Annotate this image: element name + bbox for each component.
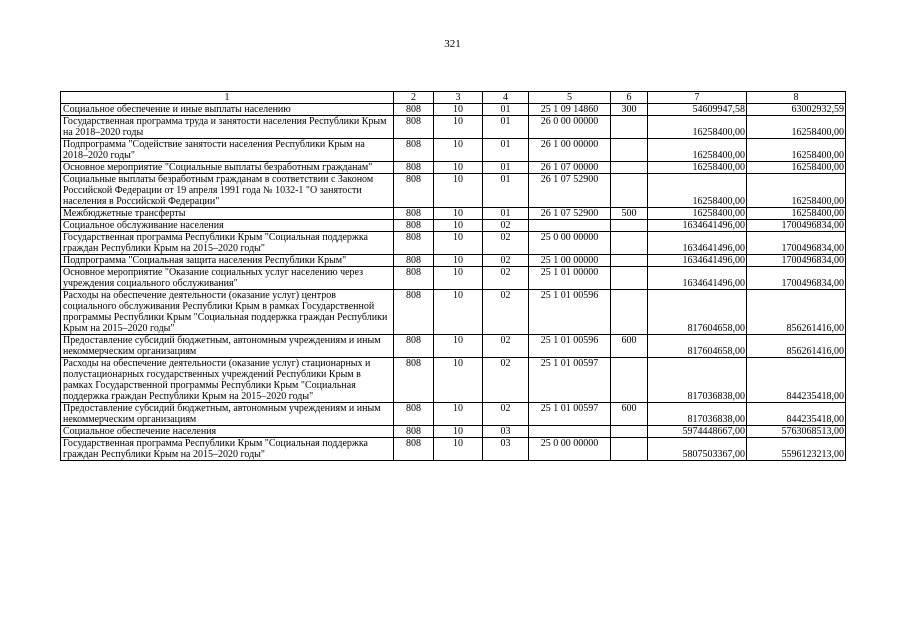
code-section: 10 bbox=[434, 335, 483, 358]
amount-col7: 1634641496,00 bbox=[648, 232, 747, 255]
amount-col7: 1634641496,00 bbox=[648, 255, 747, 267]
code-expense-type: 500 bbox=[611, 208, 648, 220]
amount-col7: 16258400,00 bbox=[648, 162, 747, 174]
code-section: 10 bbox=[434, 232, 483, 255]
table-row bbox=[61, 255, 846, 267]
code-subsection: 01 bbox=[483, 116, 529, 139]
amount-col7: 817036838,00 bbox=[648, 358, 747, 403]
code-subsection: 02 bbox=[483, 403, 529, 426]
amount-col8: 16258400,00 bbox=[747, 116, 846, 139]
table-row bbox=[61, 220, 846, 232]
table-row bbox=[61, 358, 846, 403]
row-name: Социальное обслуживание населения bbox=[61, 220, 394, 232]
code-subsection: 01 bbox=[483, 139, 529, 162]
row-name: Основное мероприятие "Оказание социальных услуг населению через учреждения социального обслуживания" bbox=[61, 267, 394, 290]
table-row bbox=[61, 426, 846, 438]
code-target: 25 1 01 00596 bbox=[529, 290, 611, 335]
amount-col7: 1634641496,00 bbox=[648, 220, 747, 232]
code-target: 25 1 00 00000 bbox=[529, 255, 611, 267]
amount-col7: 817604658,00 bbox=[648, 335, 747, 358]
row-name: Расходы на обеспечение деятельности (оказание услуг) центров социального обслуживания Республики Крым в рамках Государственной программы Республики Крым "Социальная поддержка граждан Республики Крым на 2015–2020 годы" bbox=[61, 290, 394, 335]
code-admin: 808 bbox=[394, 335, 434, 358]
code-target: 25 1 09 14860 bbox=[529, 104, 611, 116]
code-section: 10 bbox=[434, 208, 483, 220]
amount-col8: 1700496834,00 bbox=[747, 220, 846, 232]
table-row bbox=[61, 290, 846, 335]
code-admin: 808 bbox=[394, 162, 434, 174]
row-name: Социальные выплаты безработным гражданам в соответствии с Законом Российской Федерации от 19 апреля 1991 года № 1032-1 "О занятости населения в Российской Федерации" bbox=[61, 174, 394, 208]
code-target: 25 1 01 00596 bbox=[529, 335, 611, 358]
amount-col7: 817604658,00 bbox=[648, 290, 747, 335]
column-header: 6 bbox=[611, 92, 648, 104]
code-section: 10 bbox=[434, 290, 483, 335]
code-target: 26 1 07 00000 bbox=[529, 162, 611, 174]
code-expense-type bbox=[611, 139, 648, 162]
code-section: 10 bbox=[434, 116, 483, 139]
code-expense-type bbox=[611, 426, 648, 438]
column-header: 1 bbox=[61, 92, 394, 104]
code-target: 25 1 01 00597 bbox=[529, 358, 611, 403]
row-name: Подпрограмма "Содействие занятости населения Республики Крым на 2018–2020 годы" bbox=[61, 139, 394, 162]
amount-col8: 856261416,00 bbox=[747, 290, 846, 335]
table-header-row bbox=[61, 92, 846, 104]
row-name: Расходы на обеспечение деятельности (оказание услуг) стационарных и полустационарных государственных учреждений Республики Крым в рамках Государственной программы Республики Крым "Социальная поддержка граждан Республики Крым на 2015–2020 годы" bbox=[61, 358, 394, 403]
amount-col7: 5974448667,00 bbox=[648, 426, 747, 438]
row-name: Предоставление субсидий бюджетным, автономным учреждениям и иным некоммерческим организациям bbox=[61, 403, 394, 426]
amount-col8: 5596123213,00 bbox=[747, 438, 846, 461]
amount-col8: 5763068513,00 bbox=[747, 426, 846, 438]
code-target: 26 0 00 00000 bbox=[529, 116, 611, 139]
code-admin: 808 bbox=[394, 267, 434, 290]
code-section: 10 bbox=[434, 438, 483, 461]
code-admin: 808 bbox=[394, 232, 434, 255]
code-target: 25 0 00 00000 bbox=[529, 232, 611, 255]
code-section: 10 bbox=[434, 174, 483, 208]
code-expense-type bbox=[611, 290, 648, 335]
code-subsection: 02 bbox=[483, 220, 529, 232]
code-target bbox=[529, 220, 611, 232]
code-target: 26 1 00 00000 bbox=[529, 139, 611, 162]
code-admin: 808 bbox=[394, 139, 434, 162]
code-subsection: 03 bbox=[483, 426, 529, 438]
code-section: 10 bbox=[434, 358, 483, 403]
budget-table bbox=[60, 91, 846, 461]
row-name: Основное мероприятие "Социальные выплаты безработным гражданам" bbox=[61, 162, 394, 174]
code-target: 25 0 00 00000 bbox=[529, 438, 611, 461]
row-name: Государственная программа Республики Крым "Социальная поддержка граждан Республики Крым на 2015–2020 годы" bbox=[61, 438, 394, 461]
code-admin: 808 bbox=[394, 403, 434, 426]
code-expense-type bbox=[611, 255, 648, 267]
code-expense-type bbox=[611, 220, 648, 232]
table-row bbox=[61, 104, 846, 116]
table-row bbox=[61, 232, 846, 255]
amount-col7: 817036838,00 bbox=[648, 403, 747, 426]
code-target: 26 1 07 52900 bbox=[529, 174, 611, 208]
code-expense-type bbox=[611, 267, 648, 290]
amount-col8: 16258400,00 bbox=[747, 208, 846, 220]
code-expense-type: 300 bbox=[611, 104, 648, 116]
code-expense-type bbox=[611, 358, 648, 403]
code-admin: 808 bbox=[394, 174, 434, 208]
code-subsection: 01 bbox=[483, 104, 529, 116]
amount-col7: 5807503367,00 bbox=[648, 438, 747, 461]
amount-col7: 16258400,00 bbox=[648, 116, 747, 139]
table-row bbox=[61, 438, 846, 461]
code-section: 10 bbox=[434, 162, 483, 174]
code-admin: 808 bbox=[394, 104, 434, 116]
column-header: 8 bbox=[747, 92, 846, 104]
amount-col8: 63002932,59 bbox=[747, 104, 846, 116]
table-row bbox=[61, 162, 846, 174]
code-expense-type: 600 bbox=[611, 403, 648, 426]
amount-col8: 1700496834,00 bbox=[747, 232, 846, 255]
amount-col7: 16258400,00 bbox=[648, 208, 747, 220]
page-number: 321 bbox=[444, 38, 461, 50]
code-subsection: 02 bbox=[483, 290, 529, 335]
code-admin: 808 bbox=[394, 426, 434, 438]
code-admin: 808 bbox=[394, 438, 434, 461]
amount-col8: 16258400,00 bbox=[747, 139, 846, 162]
row-name: Подпрограмма "Социальная защита населения Республики Крым" bbox=[61, 255, 394, 267]
row-name: Государственная программа Республики Крым "Социальная поддержка граждан Республики Крым на 2015–2020 годы" bbox=[61, 232, 394, 255]
code-section: 10 bbox=[434, 267, 483, 290]
column-header: 2 bbox=[394, 92, 434, 104]
code-section: 10 bbox=[434, 255, 483, 267]
code-expense-type: 600 bbox=[611, 335, 648, 358]
code-subsection: 01 bbox=[483, 174, 529, 208]
code-subsection: 03 bbox=[483, 438, 529, 461]
code-admin: 808 bbox=[394, 358, 434, 403]
code-admin: 808 bbox=[394, 116, 434, 139]
code-target: 25 1 01 00597 bbox=[529, 403, 611, 426]
code-subsection: 02 bbox=[483, 267, 529, 290]
amount-col8: 856261416,00 bbox=[747, 335, 846, 358]
code-target: 26 1 07 52900 bbox=[529, 208, 611, 220]
code-admin: 808 bbox=[394, 220, 434, 232]
column-header: 3 bbox=[434, 92, 483, 104]
row-name: Социальное обеспечение населения bbox=[61, 426, 394, 438]
code-subsection: 01 bbox=[483, 208, 529, 220]
code-section: 10 bbox=[434, 403, 483, 426]
column-header: 4 bbox=[483, 92, 529, 104]
amount-col7: 54609947,58 bbox=[648, 104, 747, 116]
code-target: 25 1 01 00000 bbox=[529, 267, 611, 290]
code-admin: 808 bbox=[394, 290, 434, 335]
code-subsection: 02 bbox=[483, 255, 529, 267]
code-expense-type bbox=[611, 438, 648, 461]
table-row bbox=[61, 335, 846, 358]
code-expense-type bbox=[611, 174, 648, 208]
row-name: Межбюджетные трансферты bbox=[61, 208, 394, 220]
code-target bbox=[529, 426, 611, 438]
amount-col7: 16258400,00 bbox=[648, 139, 747, 162]
row-name: Предоставление субсидий бюджетным, автономным учреждениям и иным некоммерческим организациям bbox=[61, 335, 394, 358]
table-row bbox=[61, 403, 846, 426]
table-row bbox=[61, 267, 846, 290]
code-section: 10 bbox=[434, 104, 483, 116]
row-name: Социальное обеспечение и иные выплаты населению bbox=[61, 104, 394, 116]
code-admin: 808 bbox=[394, 208, 434, 220]
amount-col8: 844235418,00 bbox=[747, 358, 846, 403]
amount-col8: 16258400,00 bbox=[747, 162, 846, 174]
table-row bbox=[61, 208, 846, 220]
code-subsection: 02 bbox=[483, 358, 529, 403]
code-subsection: 02 bbox=[483, 335, 529, 358]
code-subsection: 01 bbox=[483, 162, 529, 174]
code-expense-type bbox=[611, 232, 648, 255]
code-expense-type bbox=[611, 116, 648, 139]
amount-col8: 844235418,00 bbox=[747, 403, 846, 426]
code-section: 10 bbox=[434, 139, 483, 162]
amount-col8: 1700496834,00 bbox=[747, 267, 846, 290]
table-row bbox=[61, 139, 846, 162]
amount-col8: 16258400,00 bbox=[747, 174, 846, 208]
code-admin: 808 bbox=[394, 255, 434, 267]
column-header: 7 bbox=[648, 92, 747, 104]
table-row bbox=[61, 116, 846, 139]
code-section: 10 bbox=[434, 426, 483, 438]
code-section: 10 bbox=[434, 220, 483, 232]
code-expense-type bbox=[611, 162, 648, 174]
amount-col8: 1700496834,00 bbox=[747, 255, 846, 267]
row-name: Государственная программа труда и занятости населения Республики Крым на 2018–2020 годы bbox=[61, 116, 394, 139]
column-header: 5 bbox=[529, 92, 611, 104]
amount-col7: 16258400,00 bbox=[648, 174, 747, 208]
table-row bbox=[61, 174, 846, 208]
code-subsection: 02 bbox=[483, 232, 529, 255]
amount-col7: 1634641496,00 bbox=[648, 267, 747, 290]
